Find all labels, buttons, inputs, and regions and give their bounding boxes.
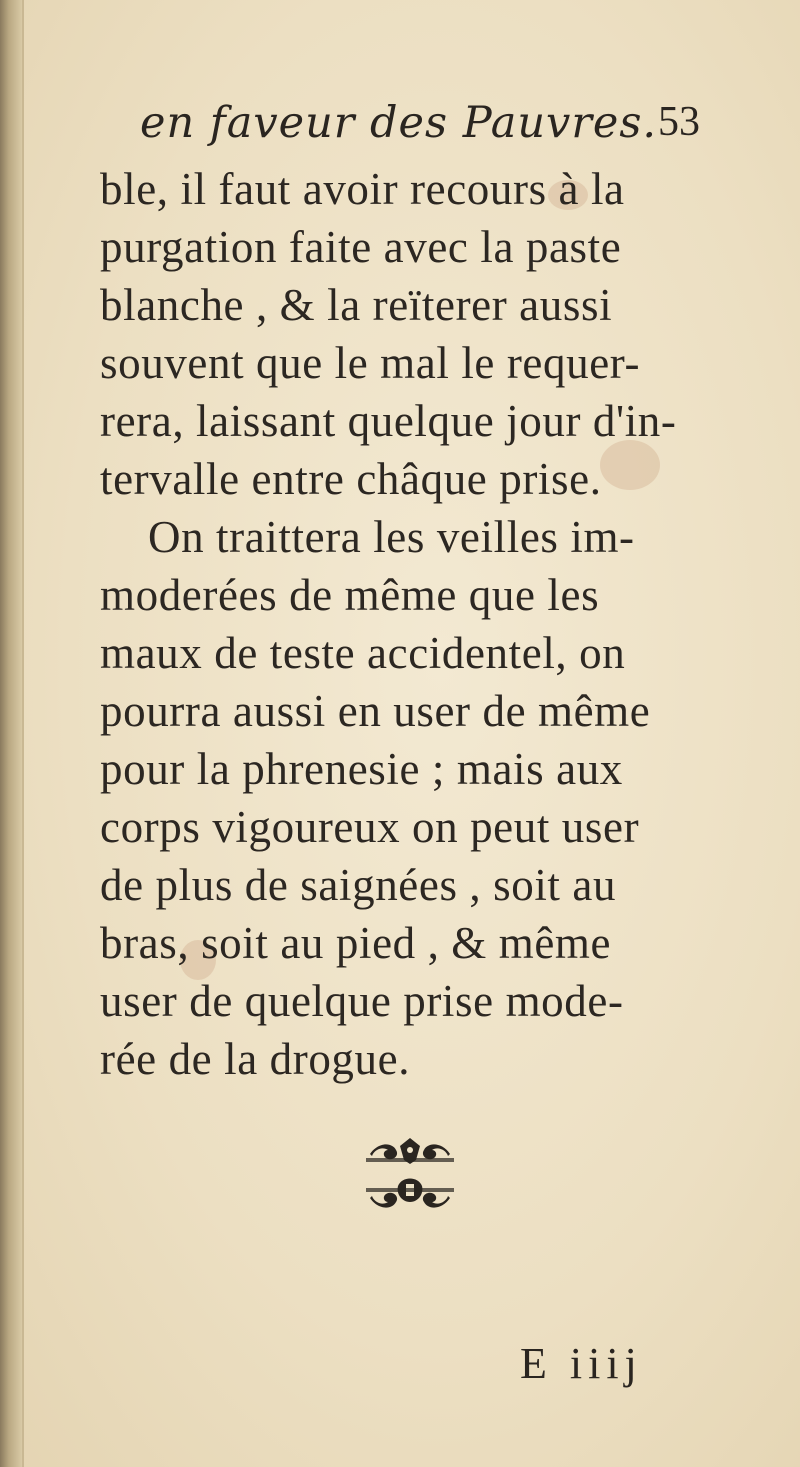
text-line: bras, soit au pied , & même — [100, 918, 612, 968]
book-gutter — [0, 0, 22, 1467]
text-line: maux de teste accidentel, on — [100, 628, 626, 678]
text-line: corps vigoureux on peut user — [100, 802, 640, 852]
signature-mark: E iiij — [520, 1339, 643, 1388]
running-head: en faveur des Pauvres. — [140, 98, 658, 148]
text-line: rée de la drogue. — [100, 1034, 411, 1084]
page-number: 53 — [658, 99, 700, 145]
text-line: de plus de saignées , soit au — [100, 860, 617, 910]
text-line: purgation faite avec la paste — [100, 222, 622, 272]
text-line: blanche , & la reïterer aussi — [100, 280, 613, 330]
text-line: pourra aussi en user de même — [100, 686, 651, 736]
text-line: ble, il faut avoir recours à la — [100, 164, 625, 214]
paragraph-start-line: On traittera les veilles im- — [148, 512, 635, 562]
body-text — [100, 160, 720, 1088]
page-header — [140, 98, 700, 158]
text-line: pour la phrenesie ; mais aux — [100, 744, 623, 794]
text-line: rera, laissant quelque jour d'in- — [100, 396, 677, 446]
text-line: souvent que le mal le requer- — [100, 338, 641, 388]
text-line: user de quelque prise mode- — [100, 976, 624, 1026]
printers-ornament — [330, 1136, 490, 1216]
text-line: moderées de même que les — [100, 570, 600, 620]
gutter-edge — [22, 0, 24, 1467]
text-line: tervalle entre châque prise. — [100, 454, 602, 504]
